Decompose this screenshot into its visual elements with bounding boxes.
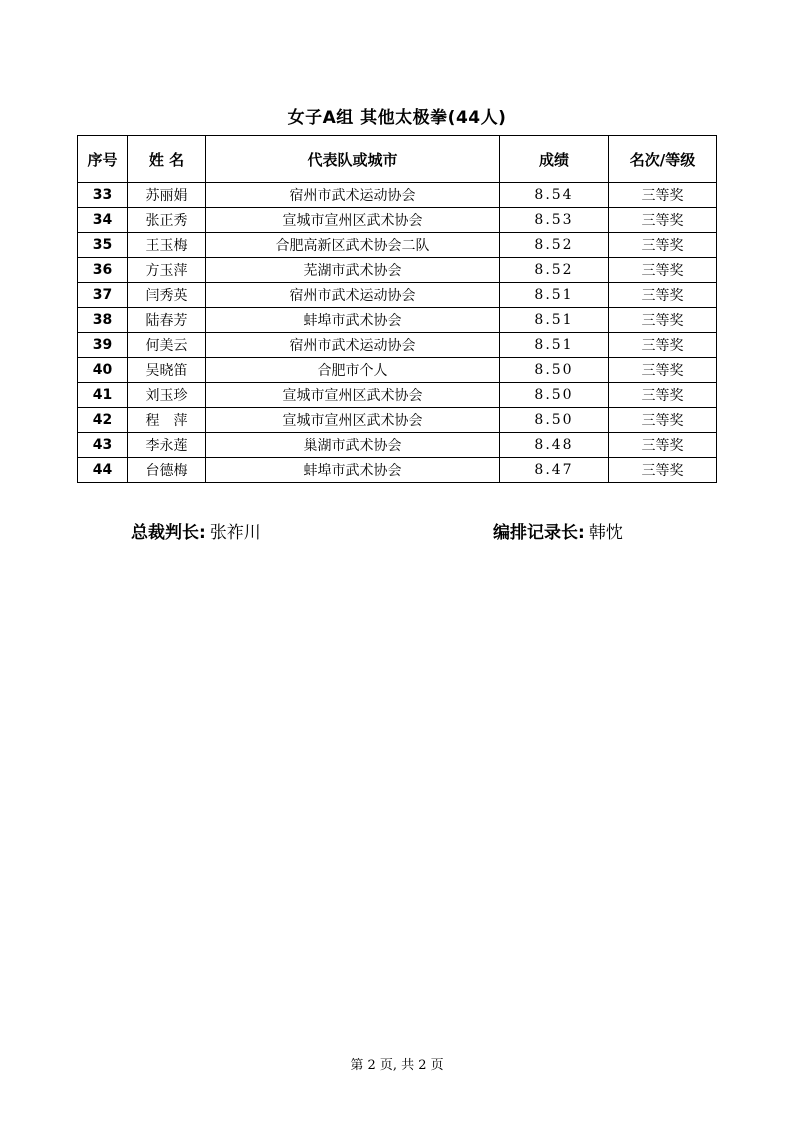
cell-team: 宿州市武术运动协会	[206, 333, 500, 358]
cell-team: 宣城市宣州区武术协会	[206, 383, 500, 408]
cell-name: 刘玉珍	[128, 383, 206, 408]
cell-team: 蚌埠市武术协会	[206, 458, 500, 483]
cell-rank: 三等奖	[609, 308, 717, 333]
cell-seq: 39	[78, 333, 128, 358]
cell-name: 王玉梅	[128, 233, 206, 258]
cell-rank: 三等奖	[609, 233, 717, 258]
cell-score: 8.53	[500, 208, 609, 233]
cell-rank: 三等奖	[609, 333, 717, 358]
header-rank: 名次/等级	[609, 136, 717, 183]
table-row	[78, 308, 717, 333]
cell-name: 吴晓笛	[128, 358, 206, 383]
header-seq: 序号	[78, 136, 128, 183]
cell-name: 苏丽娟	[128, 183, 206, 208]
page-number: 第 2 页, 共 2 页	[350, 1058, 444, 1073]
cell-team: 芜湖市武术协会	[206, 258, 500, 283]
cell-name: 台德梅	[128, 458, 206, 483]
cell-seq: 44	[78, 458, 128, 483]
cell-score: 8.51	[500, 283, 609, 308]
cell-score: 8.54	[500, 183, 609, 208]
cell-team: 宣城市宣州区武术协会	[206, 408, 500, 433]
cell-name: 闫秀英	[128, 283, 206, 308]
chief-judge-name: 张祚川	[209, 523, 261, 543]
cell-seq: 41	[78, 383, 128, 408]
header-name: 姓 名	[128, 136, 206, 183]
cell-team: 巢湖市武术协会	[206, 433, 500, 458]
table-row	[78, 258, 717, 283]
cell-seq: 42	[78, 408, 128, 433]
cell-score: 8.50	[500, 358, 609, 383]
cell-seq: 35	[78, 233, 128, 258]
document-title: 女子A组 其他太极拳(44人)	[287, 108, 507, 128]
header-score: 成绩	[500, 136, 609, 183]
cell-rank: 三等奖	[609, 258, 717, 283]
chief-judge-label: 总裁判长:	[131, 523, 206, 543]
table-row	[78, 458, 717, 483]
cell-name: 方玉萍	[128, 258, 206, 283]
cell-rank: 三等奖	[609, 208, 717, 233]
cell-rank: 三等奖	[609, 383, 717, 408]
table-row	[78, 208, 717, 233]
cell-rank: 三等奖	[609, 283, 717, 308]
table-row	[78, 383, 717, 408]
cell-name: 陆春芳	[128, 308, 206, 333]
cell-score: 8.51	[500, 333, 609, 358]
cell-seq: 34	[78, 208, 128, 233]
cell-rank: 三等奖	[609, 408, 717, 433]
cell-seq: 40	[78, 358, 128, 383]
cell-score: 8.50	[500, 408, 609, 433]
header-team: 代表队或城市	[206, 136, 500, 183]
cell-seq: 38	[78, 308, 128, 333]
cell-team: 宿州市武术运动协会	[206, 283, 500, 308]
cell-score: 8.52	[500, 258, 609, 283]
table-body	[78, 183, 717, 483]
cell-seq: 33	[78, 183, 128, 208]
table-row	[78, 283, 717, 308]
table-row	[78, 333, 717, 358]
cell-seq: 36	[78, 258, 128, 283]
table-row	[78, 433, 717, 458]
cell-score: 8.47	[500, 458, 609, 483]
cell-team: 合肥高新区武术协会二队	[206, 233, 500, 258]
table-row	[78, 233, 717, 258]
table-row	[78, 358, 717, 383]
cell-rank: 三等奖	[609, 183, 717, 208]
cell-seq: 37	[78, 283, 128, 308]
cell-seq: 43	[78, 433, 128, 458]
cell-score: 8.48	[500, 433, 609, 458]
cell-score: 8.51	[500, 308, 609, 333]
recorder-name: 韩忱	[588, 523, 623, 543]
table-header-row	[78, 136, 717, 183]
cell-team: 合肥市个人	[206, 358, 500, 383]
cell-name: 张正秀	[128, 208, 206, 233]
table-row	[78, 408, 717, 433]
cell-name: 何美云	[128, 333, 206, 358]
cell-team: 宿州市武术运动协会	[206, 183, 500, 208]
cell-rank: 三等奖	[609, 458, 717, 483]
results-table	[77, 135, 717, 483]
cell-team: 蚌埠市武术协会	[206, 308, 500, 333]
cell-rank: 三等奖	[609, 433, 717, 458]
cell-rank: 三等奖	[609, 358, 717, 383]
cell-name: 程 萍	[128, 408, 206, 433]
cell-score: 8.52	[500, 233, 609, 258]
recorder-label: 编排记录长:	[493, 523, 585, 543]
recorder-signature	[493, 518, 623, 543]
cell-name: 李永莲	[128, 433, 206, 458]
table-row	[78, 183, 717, 208]
cell-team: 宣城市宣州区武术协会	[206, 208, 500, 233]
cell-score: 8.50	[500, 383, 609, 408]
chief-judge-signature	[131, 518, 261, 543]
